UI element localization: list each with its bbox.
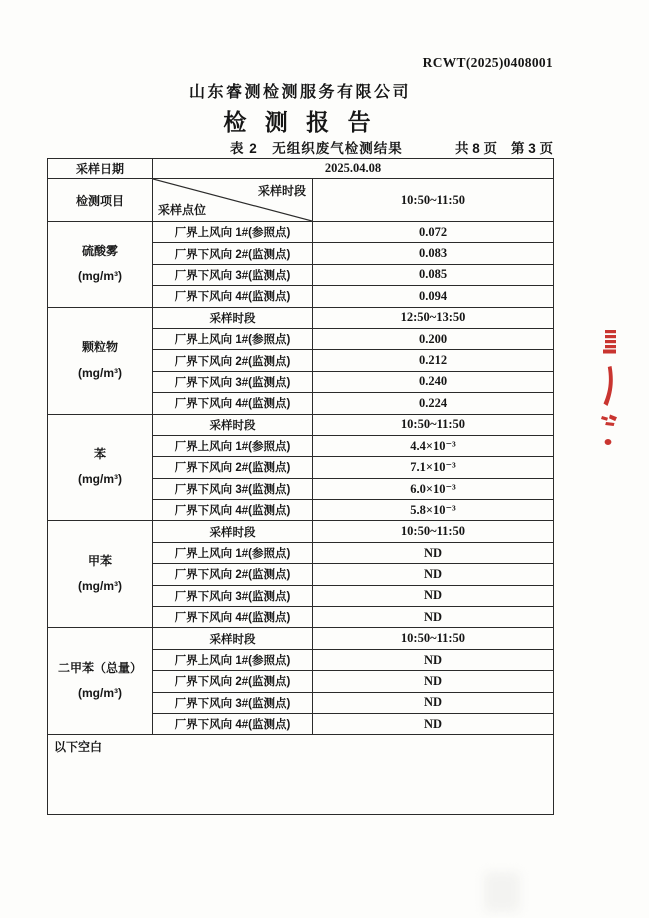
parameter-name: 颗粒物	[81, 340, 118, 355]
red-seal-fragment	[598, 330, 622, 455]
sampling-point-label: 厂界下风向 4#(监测点)	[153, 607, 313, 628]
parameter-cell	[48, 414, 153, 521]
diagonal-top-label: 采样时段	[257, 184, 306, 198]
parameter-cell	[48, 222, 153, 308]
result-value: 0.224	[313, 393, 554, 414]
table-caption: 表 2 无组织废气检测结果	[230, 141, 403, 156]
result-value: 0.212	[313, 350, 554, 371]
parameter-cell	[48, 521, 153, 628]
result-value: 0.072	[313, 222, 554, 243]
result-value: ND	[313, 649, 554, 670]
period-label: 采样时段	[153, 307, 313, 328]
period-label: 采样时段	[153, 628, 313, 649]
result-value: 0.083	[313, 243, 554, 264]
page-current: 第 3 页	[510, 141, 553, 156]
sampling-point-label: 厂界下风向 2#(监测点)	[153, 457, 313, 478]
parameter-name: 甲苯	[87, 554, 112, 569]
result-value: 0.200	[313, 328, 554, 349]
sampling-point-label: 厂界上风向 1#(参照点)	[153, 222, 313, 243]
sampling-point-label: 厂界下风向 3#(监测点)	[153, 264, 313, 285]
column-header-row	[48, 179, 554, 222]
sampling-point-label: 厂界下风向 2#(监测点)	[153, 350, 313, 371]
diagonal-header-cell	[153, 179, 313, 222]
period-row	[48, 414, 554, 435]
parameter-unit: (mg/m³)	[78, 579, 122, 594]
item-label: 检测项目	[48, 179, 153, 222]
pages-total: 共 8 页	[454, 141, 497, 156]
period-row	[48, 521, 554, 542]
parameter-unit: (mg/m³)	[78, 269, 122, 284]
period-value: 12:50~13:50	[313, 307, 554, 328]
result-value: 0.240	[313, 371, 554, 392]
sampling-date-label: 采样日期	[48, 159, 153, 179]
report-title: 检 测 报 告	[223, 109, 377, 135]
period-value: 10:50~11:50	[313, 414, 554, 435]
table-footer-rows	[48, 735, 554, 815]
sampling-point-label: 厂界下风向 4#(监测点)	[153, 393, 313, 414]
parameter-cell	[48, 628, 153, 735]
sampling-point-label: 厂界下风向 4#(监测点)	[153, 713, 313, 734]
period-row	[48, 307, 554, 328]
period-label: 采样时段	[153, 414, 313, 435]
period-value: 10:50~11:50	[313, 628, 554, 649]
sampling-point-label: 厂界上风向 1#(参照点)	[153, 649, 313, 670]
diagonal-bottom-label: 采样点位	[158, 203, 207, 217]
result-value: 7.1×10⁻³	[313, 457, 554, 478]
parameter-unit: (mg/m³)	[78, 686, 122, 701]
parameter-name: 硫酸雾	[81, 244, 118, 259]
table-sections-body	[48, 222, 554, 735]
parameter-name: 二甲苯（总量）	[57, 661, 142, 676]
page-info	[455, 137, 553, 157]
footer-note-row	[48, 735, 554, 815]
result-value: 5.8×10⁻³	[313, 500, 554, 521]
results-table	[47, 158, 554, 815]
result-value: 6.0×10⁻³	[313, 478, 554, 499]
sampling-point-label: 厂界下风向 4#(监测点)	[153, 286, 313, 307]
result-value: ND	[313, 692, 554, 713]
result-value: 0.094	[313, 286, 554, 307]
result-value: ND	[313, 585, 554, 606]
sampling-date-value: 2025.04.08	[153, 159, 554, 179]
sampling-date-row	[48, 159, 554, 179]
sampling-point-label: 厂界下风向 2#(监测点)	[153, 243, 313, 264]
result-value: ND	[313, 713, 554, 734]
scan-smudge	[484, 872, 520, 912]
result-value: ND	[313, 671, 554, 692]
footer-note-cell: 以下空白	[48, 735, 554, 815]
sampling-point-label: 厂界下风向 3#(监测点)	[153, 585, 313, 606]
sampling-point-label: 厂界下风向 3#(监测点)	[153, 371, 313, 392]
sampling-point-label: 厂界下风向 4#(监测点)	[153, 500, 313, 521]
result-value: ND	[313, 564, 554, 585]
data-row	[48, 222, 554, 243]
sampling-point-label: 厂界上风向 1#(参照点)	[153, 435, 313, 456]
report-number: RCWT(2025)0408001	[422, 55, 553, 70]
result-value: 0.085	[313, 264, 554, 285]
header-period-value: 10:50~11:50	[313, 179, 554, 222]
table-header-rows	[48, 159, 554, 222]
caption-row	[47, 137, 553, 157]
period-value: 10:50~11:50	[313, 521, 554, 542]
period-label: 采样时段	[153, 521, 313, 542]
company-name: 山东睿测检测服务有限公司	[188, 84, 411, 101]
result-value: ND	[313, 542, 554, 563]
parameter-unit: (mg/m³)	[78, 472, 122, 487]
period-row	[48, 628, 554, 649]
sampling-point-label: 厂界下风向 2#(监测点)	[153, 564, 313, 585]
seal-marks	[601, 330, 617, 445]
result-value: 4.4×10⁻³	[313, 435, 554, 456]
sampling-point-label: 厂界上风向 1#(参照点)	[153, 542, 313, 563]
parameter-name: 苯	[93, 447, 106, 462]
sampling-point-label: 厂界下风向 3#(监测点)	[153, 478, 313, 499]
sampling-point-label: 厂界下风向 2#(监测点)	[153, 671, 313, 692]
parameter-unit: (mg/m³)	[78, 365, 122, 380]
result-value: ND	[313, 607, 554, 628]
parameter-cell	[48, 307, 153, 414]
sampling-point-label: 厂界下风向 3#(监测点)	[153, 692, 313, 713]
sampling-point-label: 厂界上风向 1#(参照点)	[153, 328, 313, 349]
